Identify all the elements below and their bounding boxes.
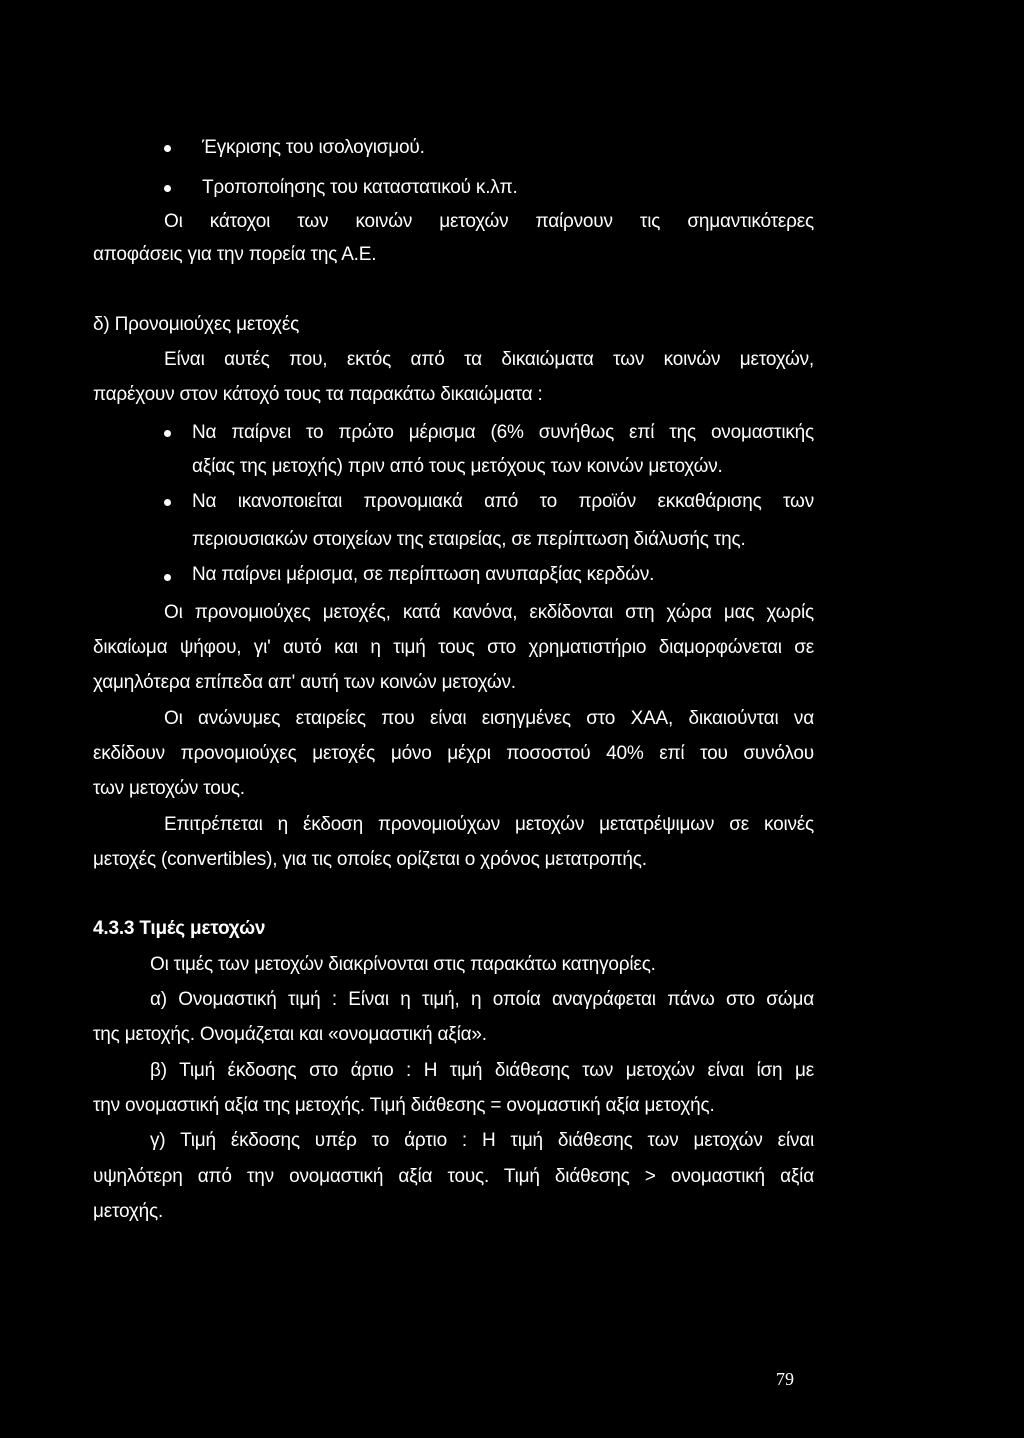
bullet-icon xyxy=(164,145,171,152)
bullet-icon xyxy=(164,185,171,192)
paragraph-line: γ) Τιμή έκδοσης υπέρ το άρτιο : Η τιμή διάθεσης των μετοχών είναι xyxy=(150,1130,814,1151)
paragraph-line: Επιτρέπεται η έκδοση προνομιούχων μετοχών μετατρέψιμων σε κοινές xyxy=(164,814,814,835)
list-item: αξίας της μετοχής) πριν από τους μετόχους των κοινών μετοχών. xyxy=(192,456,723,477)
list-item: Να παίρνει μέρισμα, σε περίπτωση ανυπαρξίας κερδών. xyxy=(192,564,655,585)
paragraph-line: παρέχουν στον κάτοχό τους τα παρακάτω δικαιώματα : xyxy=(93,384,543,405)
paragraph-line: αποφάσεις για την πορεία της Α.Ε. xyxy=(93,244,377,265)
paragraph-line: Οι προνομιούχες μετοχές, κατά κανόνα, εκδίδονται στη χώρα μας χωρίς xyxy=(164,602,814,623)
section-heading: 4.3.3 Τιμές μετοχών xyxy=(93,918,266,939)
paragraph-line: μετοχές (convertibles), για τις οποίες ορίζεται ο χρόνος μετατροπής. xyxy=(93,849,647,870)
paragraph-line: β) Τιμή έκδοσης στο άρτιο : Η τιμή διάθεσης των μετοχών είναι ίση με xyxy=(150,1060,814,1081)
paragraph-line: χαμηλότερα επίπεδα απ' αυτή των κοινών μετοχών. xyxy=(93,672,516,693)
bullet-icon xyxy=(164,499,171,506)
paragraph-line: Οι ανώνυμες εταιρείες που είναι εισηγμένες στο ΧΑΑ, δικαιούνται να xyxy=(164,708,814,729)
paragraph-line: δικαίωμα ψήφου, γι' αυτό και η τιμή τους στο χρηματιστήριο διαμορφώνεται σε xyxy=(93,637,814,658)
paragraph-line: την ονομαστική αξία της μετοχής. Τιμή διάθεσης = ονομαστική αξία μετοχής. xyxy=(93,1095,715,1116)
bullet-icon xyxy=(164,430,171,437)
paragraph-line: α) Ονομαστική τιμή : Είναι η τιμή, η οποία αναγράφεται πάνω στο σώμα xyxy=(150,989,814,1010)
list-item: Τροποποίησης του καταστατικού κ.λπ. xyxy=(202,177,518,198)
paragraph-line: Οι τιμές των μετοχών διακρίνονται στις παρακάτω κατηγορίες. xyxy=(150,954,656,975)
paragraph-line: μετοχής. xyxy=(93,1201,164,1222)
paragraph-line: των μετοχών τους. xyxy=(93,778,245,799)
paragraph-line: Οι κάτοχοι των κοινών μετοχών παίρνουν τις σημαντικότερες xyxy=(164,211,814,232)
list-item: Να ικανοποιείται προνομιακά από το προϊόν εκκαθάρισης των xyxy=(192,491,814,512)
list-item: Έγκρισης του ισολογισμού. xyxy=(202,137,425,158)
bullet-icon xyxy=(164,574,171,581)
paragraph-line: υψηλότερη από την ονομαστική αξία τους. Τιμή διάθεσης > ονομαστική αξία xyxy=(93,1166,814,1187)
paragraph-line: Είναι αυτές που, εκτός από τα δικαιώματα των κοινών μετοχών, xyxy=(164,349,814,370)
list-item: Να παίρνει το πρώτο μέρισμα (6% συνήθως επί της ονομαστικής xyxy=(192,422,814,443)
page-number: 79 xyxy=(776,1369,794,1389)
paragraph-line: της μετοχής. Ονομάζεται και «ονομαστική αξία». xyxy=(93,1024,487,1045)
paragraph-line: εκδίδουν προνομιούχες μετοχές μόνο μέχρι ποσοστού 40% επί του συνόλου xyxy=(93,743,814,764)
list-item: περιουσιακών στοιχείων της εταιρείας, σε περίπτωση διάλυσής της. xyxy=(192,529,746,550)
section-heading: δ) Προνομιούχες μετοχές xyxy=(93,314,300,335)
